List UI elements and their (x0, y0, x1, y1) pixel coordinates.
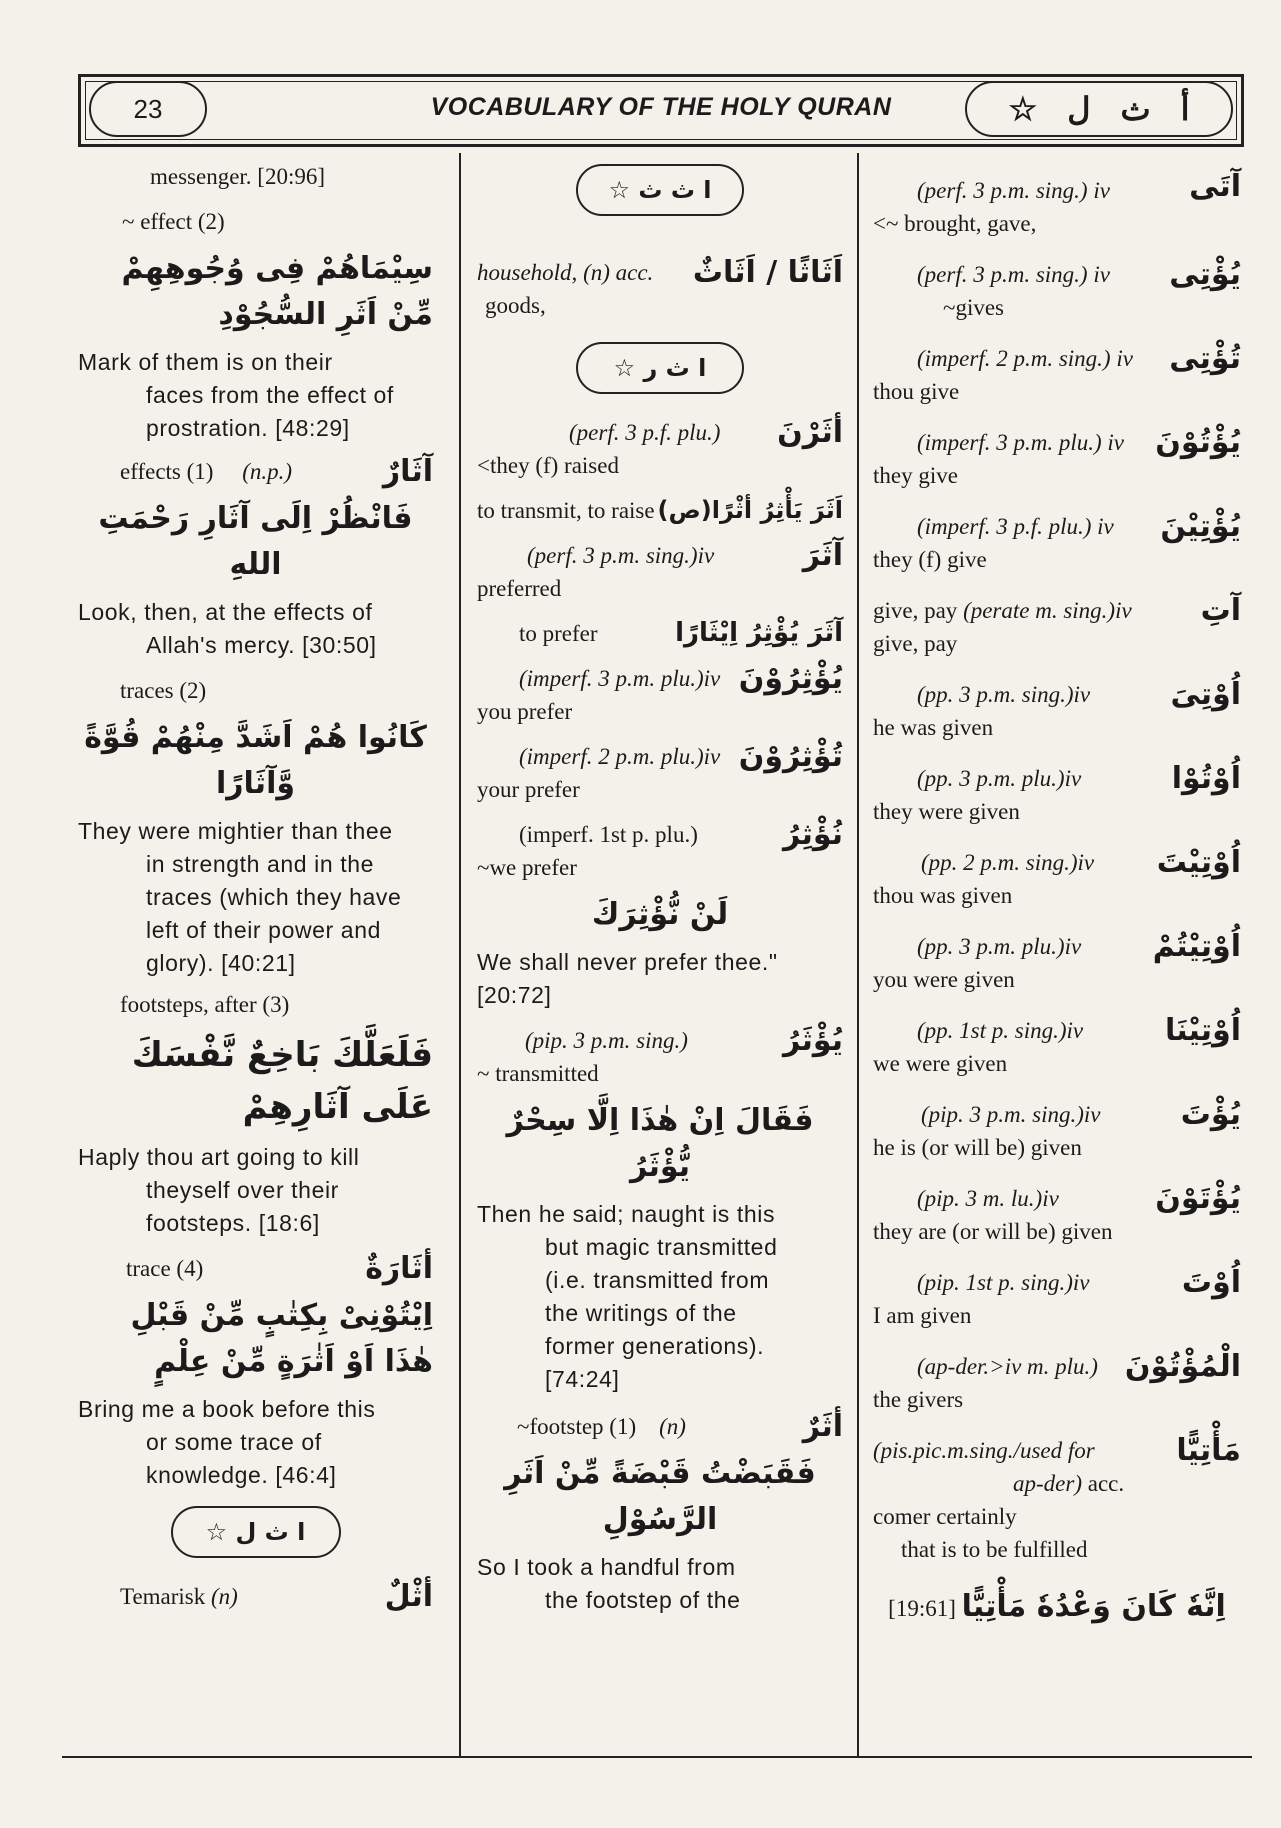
vocab-entry: (imperf. 3 p.m. plu.)iv you prefer يُؤْثِرُوْنَ (477, 661, 843, 724)
vocab-entry: give, pay (perate m. sing.)iv give, pay آتِ (873, 593, 1241, 656)
vocab-entry: (imperf. 2 p.m. plu.)iv your prefer تُؤْثِرُوْنَ (477, 739, 843, 802)
vocab-entry: household, (n) acc. goods, اَثَاثًا / اَثَاثٌ (477, 255, 843, 318)
entry-label: footsteps, after (3) (120, 992, 290, 1017)
footer-rule (62, 1756, 1252, 1758)
vocab-entry: trace (4) أثَارَةٌ (126, 1251, 433, 1286)
vocab-entry: (pip. 3 p.m. sing.) ~ transmitted يُؤْثَرُ (477, 1023, 843, 1086)
vocab-entry: (pip. 3 m. lu.)iv they are (or will be) given يُؤْتَوْنَ (873, 1181, 1241, 1244)
vocab-entry: effects (1) (n.p.) آثَارٌ (120, 454, 433, 489)
vocab-entry: (pp. 3 p.m. plu.)iv they were given اُوْتُوْا (873, 761, 1241, 824)
vocab-entry: (pp. 2 p.m. sing.)iv thou was given اُوْتِيْتَ (873, 845, 1241, 908)
page-header (78, 74, 1244, 147)
vocab-entry: (imperf. 1st p. plu.) ~we prefer نُؤْثِرُ (477, 817, 843, 880)
column-divider (459, 153, 461, 1758)
verse-translation: Bring me a book before this or some trace of knowledge. [46:4] (78, 1396, 376, 1488)
vocab-entry: (pp. 3 p.m. plu.)iv you were given اُوْتِيْتُمْ (873, 929, 1241, 992)
entry-label: ~ effect (2) (122, 209, 225, 234)
vocab-entry: (perf. 3 p.f. plu.) <they (f) raised أثَرْنَ (477, 415, 843, 478)
root-letter: أ (1180, 91, 1190, 127)
root-heading: ا ث ل ☆ (171, 1506, 341, 1558)
verse-translation: They were mightier than thee in strength and in the traces (which they have left of their power and glory). [40:21] (78, 818, 402, 976)
entry-label: traces (2) (120, 678, 207, 703)
verse-arabic: كَانُوا هُمْ اَشَدَّ مِنْهُمْ قُوَّةً وَّآثَارًا (84, 720, 427, 801)
verse-arabic: فَانْظُرْ اِلَى آثَارِ رَحْمَتِ اللهِ (98, 501, 413, 582)
entry-text: messenger. [20:96] (150, 164, 326, 189)
verse-translation: We shall never prefer thee." [20:72] (477, 949, 778, 1008)
vocab-entry: ~footstep (1) (n) أثَرٌ (517, 1409, 843, 1444)
vocab-entry: to prefer آثَرَ يُؤْثِرُ اِيْثَارًا (519, 618, 843, 648)
root-heading: ا ث ث ☆ (576, 164, 744, 216)
vocab-entry: to transmit, to raise اَثَرَ يَأْثِرُ أثْرًا(ص) (477, 496, 843, 524)
vocab-entry: (pp. 1st p. sing.)iv we were given اُوْتِيْنَا (873, 1013, 1241, 1076)
root-heading: ا ث ر ☆ (576, 342, 744, 394)
vocab-entry: (imperf. 3 p.f. plu.) iv they (f) give يُؤْتِيْنَ (873, 509, 1241, 572)
vocab-entry: (perf. 3 p.m. sing.) iv <~ brought, gave, آتَى (873, 169, 1241, 236)
star-icon: ☆ (1008, 91, 1038, 127)
verse-arabic: فَقَبَضْتُ قَبْضَةً مِّنْ اَثَرِ الرَّسُوْلِ (504, 1456, 816, 1537)
verse-arabic: لَنْ نُّؤْثِرَكَ (591, 897, 729, 932)
column-right (873, 160, 1241, 1630)
page-number: 23 (89, 81, 207, 137)
root-letter: ل (1067, 91, 1091, 127)
column-divider (857, 153, 859, 1758)
vocab-entry: (imperf. 2 p.m. sing.) iv thou give تُؤْتِى (873, 341, 1241, 404)
verse-translation: Then he said; naught is this but magic transmitted (i.e. transmitted from the writings of the former generations). [74:24] (477, 1201, 778, 1392)
verse-translation: Haply thou art going to kill theyself over their footsteps. [18:6] (78, 1144, 360, 1236)
column-middle (477, 160, 843, 1617)
verse-translation: Mark of them is on their faces from the effect of prostration. [48:29] (78, 349, 394, 441)
vocab-entry: (pis.pic.m.sing./used for ap-der) acc. comer certainly that is to be fulfilled مَأْتِيًّا (873, 1433, 1241, 1562)
vocab-entry: (ap-der.>iv m. plu.) the givers الْمُؤْتُوْنَ (873, 1349, 1241, 1412)
verse-arabic: سِيْمَاهُمْ فِى وُجُوهِهِمْ مِّنْ اَثَرِ السُّجُوْدِ (121, 251, 433, 332)
verse-line (873, 1584, 1241, 1630)
vocab-entry: Temarisk (n) أثْلٌ (120, 1579, 433, 1614)
verse-arabic: اِنَّهٗ كَانَ وَعْدُهٗ مَأْتِيًّا (961, 1589, 1226, 1624)
verse-arabic: اِيْتُوْنِىْ بِكِتٰبٍ مِّنْ قَبْلِ هٰذَا اَوْ اَثٰرَةٍ مِّنْ عِلْمٍ (130, 1298, 433, 1379)
verse-arabic: فَلَعَلَّكَ بَاخِعٌ نَّفْسَكَ عَلَى آثَارِهِمْ (131, 1035, 433, 1127)
vocab-entry: (pip. 1st p. sing.)iv I am given اُوْتَ (873, 1265, 1241, 1328)
root-letter: ث (1120, 91, 1151, 127)
vocab-entry: (pp. 3 p.m. sing.)iv he was given اُوْتِىَ (873, 677, 1241, 740)
entry-arabic: آثَارٌ (382, 454, 433, 489)
verse-reference: [19:61] (888, 1596, 956, 1621)
column-left (78, 160, 433, 1613)
vocab-entry: (imperf. 3 p.m. plu.) iv they give يُؤْتُوْنَ (873, 425, 1241, 488)
header-root-box (965, 81, 1233, 137)
page-title: VOCABULARY OF THE HOLY QURAN (430, 93, 892, 121)
entry-arabic: أثَارَةٌ (365, 1251, 433, 1286)
verse-translation: Look, then, at the effects of Allah's mercy. [30:50] (78, 599, 377, 658)
verse-arabic: فَقَالَ اِنْ هٰذَا اِلَّا سِحْرٌ يُّؤْثَرُ (506, 1103, 814, 1184)
vocab-entry: (perf. 3 p.m. sing.)iv preferred آثَرَ (477, 538, 843, 601)
vocab-entry: (pip. 3 p.m. sing.)iv he is (or will be) given يُؤْتَ (873, 1097, 1241, 1160)
entry-arabic: أثْلٌ (384, 1579, 433, 1614)
verse-translation: So I took a handful from the footstep of the (477, 1554, 741, 1613)
entry-arabic: اَثَاثًا / اَثَاثٌ (692, 255, 843, 290)
vocab-entry: (perf. 3 p.m. sing.) iv ~gives يُؤْتِى (917, 257, 1241, 320)
